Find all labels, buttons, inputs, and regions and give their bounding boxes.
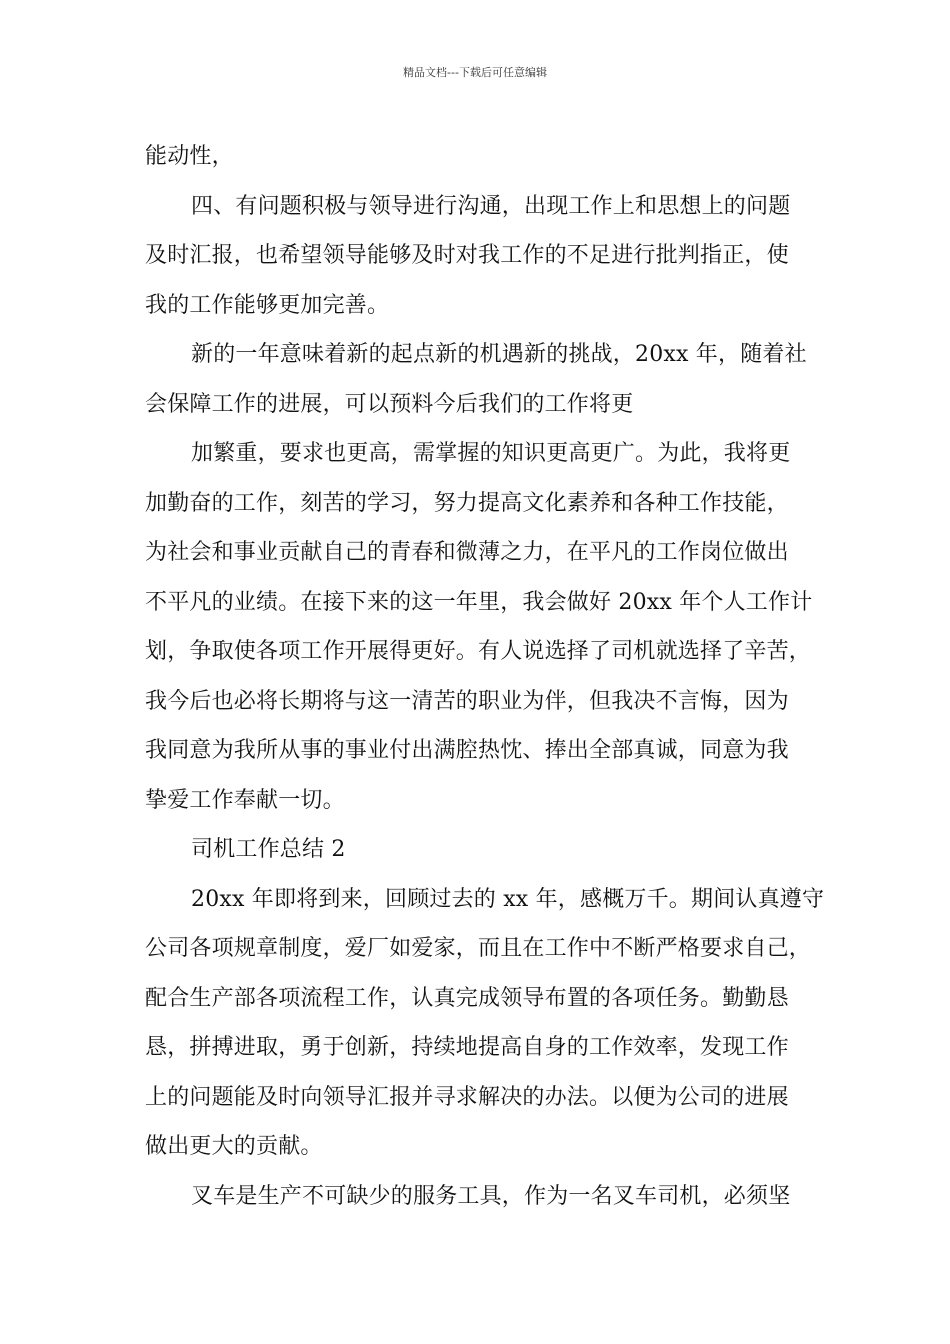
- document-body: [145, 132, 825, 1221]
- text-line: 为社会和事业贡献自己的青春和微薄之力，在平凡的工作岗位做出: [145, 540, 789, 565]
- text-line: 做出更大的贡献。: [145, 1134, 323, 1159]
- paragraph-6: [145, 1172, 825, 1222]
- text-line: 及时汇报，也希望领导能够及时对我工作的不足进行批判指正，使: [145, 243, 789, 268]
- paragraph-2: [145, 330, 825, 429]
- text-line: 我同意为我所从事的事业付出满腔热忱、捧出全部真诚，同意为我: [145, 738, 789, 763]
- text-line: 加勤奋的工作，刻苦的学习，努力提高文化素养和各种工作技能，: [145, 490, 789, 516]
- text-line: 划，争取使各项工作开展得更好。有人说选择了司机就选择了辛苦，: [145, 639, 812, 664]
- text-line: 公司各项规章制度，爱厂如爱家，而且在工作中不断严格要求自己，: [145, 936, 812, 961]
- text-line: 会保障工作的进展，可以预料今后我们的工作将更: [145, 391, 634, 417]
- text-line: 配合生产部各项流程工作，认真完成领导布置的各项任务。勤勤恳: [145, 985, 789, 1011]
- paragraph-0: [145, 132, 825, 182]
- page-header: 精品文档---下载后可任意编辑: [403, 66, 547, 79]
- text-line: 我今后也必将长期将与这一清苦的职业为伴，但我决不言悔，因为: [145, 688, 789, 714]
- text-line: 上的问题能及时向领导汇报并寻求解决的办法。以便为公司的进展: [145, 1084, 789, 1110]
- text-line: 叉车是生产不可缺少的服务工具，作为一名叉车司机，必须坚: [191, 1183, 791, 1209]
- section-heading: [145, 825, 825, 875]
- paragraph-5: [145, 875, 825, 1172]
- text-line: 我的工作能够更加完善。: [145, 292, 390, 318]
- text-line: 司机工作总结 2: [191, 837, 346, 862]
- text-line: 能动性，: [145, 144, 234, 169]
- text-line: 不平凡的业绩。在接下来的这一年里，我会做好 20xx 年个人工作计: [145, 589, 813, 615]
- paragraph-1: [145, 182, 825, 331]
- text-line: 挚爱工作奉献一切。: [145, 787, 345, 813]
- text-line: 20xx 年即将到来，回顾过去的 xx 年，感概万千。期间认真遵守: [191, 886, 825, 912]
- paragraph-3: [145, 429, 825, 825]
- text-line: 新的一年意味着新的起点新的机遇新的挑战，20xx 年，随着社: [191, 342, 807, 367]
- text-line: 四、有问题积极与领导进行沟通，出现工作上和思想上的问题: [191, 193, 791, 219]
- text-line: 恳，拼搏进取，勇于创新，持续地提高自身的工作效率，发现工作: [145, 1035, 789, 1060]
- text-line: 加繁重，要求也更高，需掌握的知识更高更广。为此，我将更: [191, 441, 791, 466]
